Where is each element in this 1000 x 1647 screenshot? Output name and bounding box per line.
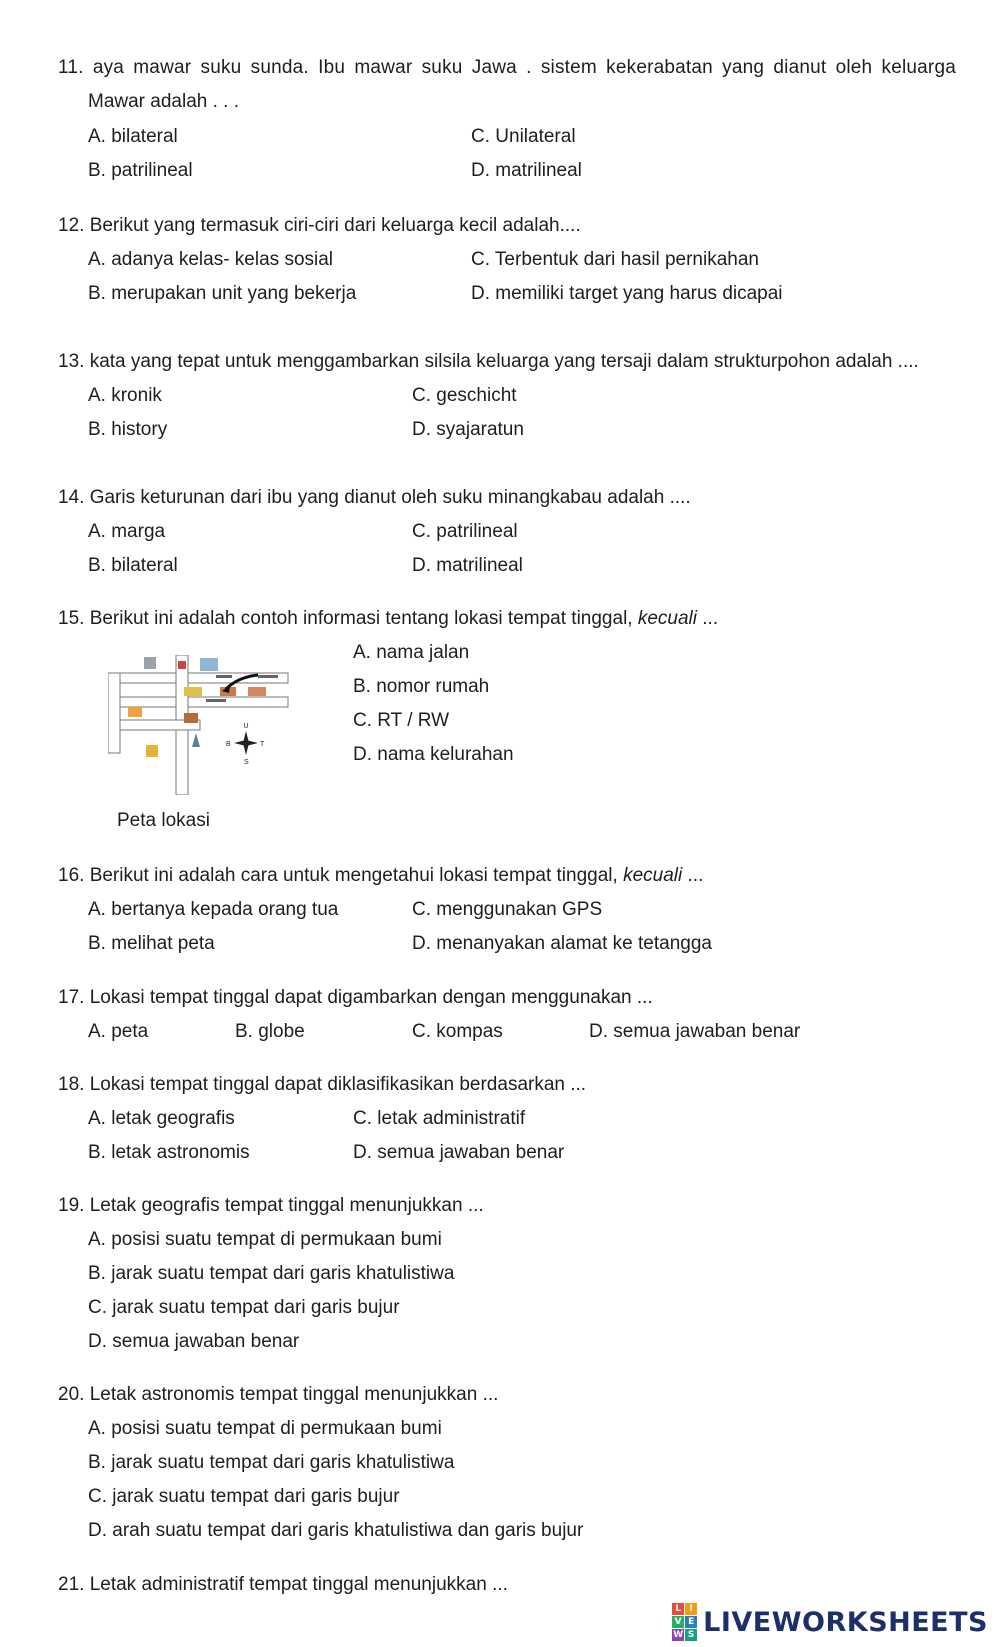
q12-option-a[interactable]: A. adanya kelas- kelas sosial — [88, 249, 334, 270]
location-map-image — [108, 655, 298, 795]
q13-option-d[interactable]: D. syajaratun — [412, 419, 524, 440]
q16-option-a[interactable]: A. bertanya kepada orang tua — [88, 899, 339, 920]
question-13-stem: 13. kata yang tepat untuk menggambarkan silsila keluarga yang tersaji dalam strukturpohon adalah .... — [58, 351, 919, 372]
question-21-stem: 21. Letak administratif tempat tinggal menunjukkan ... — [58, 1574, 508, 1595]
compass-north: U — [243, 723, 249, 730]
liveworksheets-logo-text: LIVEWORKSHEETS — [703, 1606, 988, 1638]
q12-option-b[interactable]: B. merupakan unit yang bekerja — [88, 283, 357, 304]
q15-option-b[interactable]: B. nomor rumah — [353, 676, 490, 697]
question-20-stem: 20. Letak astronomis tempat tinggal menunjukkan ... — [58, 1384, 499, 1405]
question-19-stem: 19. Letak geografis tempat tinggal menunjukkan ... — [58, 1195, 484, 1216]
map-caption: Peta lokasi — [117, 810, 210, 831]
q18-option-b[interactable]: B. letak astronomis — [88, 1142, 250, 1163]
q18-option-d[interactable]: D. semua jawaban benar — [353, 1142, 565, 1163]
q20-option-b[interactable]: B. jarak suatu tempat dari garis khatulistiwa — [88, 1452, 455, 1473]
office-building — [146, 745, 158, 757]
q11-option-c[interactable]: C. Unilateral — [471, 126, 576, 147]
q13-option-a[interactable]: A. kronik — [88, 385, 162, 406]
q16-option-b[interactable]: B. melihat peta — [88, 933, 215, 954]
liveworksheets-logo-icon: L I V E W S — [672, 1603, 697, 1641]
compass-east: T — [260, 741, 265, 748]
school-building — [248, 687, 266, 696]
q11-option-d[interactable]: D. matrilineal — [471, 160, 582, 181]
kecuali-emphasis: kecuali — [637, 608, 697, 629]
q16-option-c[interactable]: C. menggunakan GPS — [412, 899, 603, 920]
q14-option-d[interactable]: D. matrilineal — [412, 555, 523, 576]
q12-option-d[interactable]: D. memiliki target yang harus dicapai — [471, 283, 783, 304]
q17-option-c[interactable]: C. kompas — [412, 1021, 503, 1042]
question-15-stem: 15. Berikut ini adalah contoh informasi tentang lokasi tempat tinggal, kecuali ... — [58, 608, 719, 629]
question-12-stem: 12. Berikut yang termasuk ciri-ciri dari keluarga kecil adalah.... — [58, 215, 581, 236]
q13-option-b[interactable]: B. history — [88, 419, 168, 440]
q14-option-c[interactable]: C. patrilineal — [412, 521, 518, 542]
question-17-stem: 17. Lokasi tempat tinggal dapat digambarkan dengan menggunakan ... — [58, 987, 653, 1008]
q19-option-c[interactable]: C. jarak suatu tempat dari garis bujur — [88, 1297, 400, 1318]
question-14-stem: 14. Garis keturunan dari ibu yang dianut oleh suku minangkabau adalah .... — [58, 487, 691, 508]
compass-south: S — [244, 759, 249, 766]
compass-icon — [226, 723, 265, 766]
q19-option-a[interactable]: A. posisi suatu tempat di permukaan bumi — [88, 1229, 442, 1250]
question-11-stem: 11. aya mawar suku sunda. Ibu mawar suku Jawa . sistem kekerabatan yang dianut oleh keluarga — [58, 57, 956, 78]
question-11-stem-cont: Mawar adalah . . . — [88, 91, 240, 112]
q15-option-a[interactable]: A. nama jalan — [353, 642, 470, 663]
liveworksheets-logo[interactable] — [672, 1605, 988, 1639]
question-16-stem: 16. Berikut ini adalah cara untuk mengetahui lokasi tempat tinggal, kecuali ... — [58, 865, 704, 886]
q14-option-b[interactable]: B. bilateral — [88, 555, 178, 576]
q11-option-b[interactable]: B. patrilineal — [88, 160, 193, 181]
q17-option-a[interactable]: A. peta — [88, 1021, 149, 1042]
q17-option-b[interactable]: B. globe — [235, 1021, 305, 1042]
q20-option-a[interactable]: A. posisi suatu tempat di permukaan bumi — [88, 1418, 442, 1439]
mosque-building — [184, 687, 202, 696]
q20-option-d[interactable]: D. arah suatu tempat dari garis khatulistiwa dan garis bujur — [88, 1520, 584, 1541]
q19-option-d[interactable]: D. semua jawaban benar — [88, 1331, 300, 1352]
shop-building — [178, 661, 186, 669]
kecuali-emphasis: kecuali — [623, 865, 683, 886]
q20-option-c[interactable]: C. jarak suatu tempat dari garis bujur — [88, 1486, 400, 1507]
q13-option-c[interactable]: C. geschicht — [412, 385, 517, 406]
q18-option-c[interactable]: C. letak administratif — [353, 1108, 526, 1129]
q16-option-d[interactable]: D. menanyakan alamat ke tetangga — [412, 933, 712, 954]
q19-option-b[interactable]: B. jarak suatu tempat dari garis khatulistiwa — [88, 1263, 455, 1284]
bank-building — [144, 657, 156, 669]
q12-option-c[interactable]: C. Terbentuk dari hasil pernikahan — [471, 249, 759, 270]
market-building — [184, 713, 198, 723]
q17-option-d[interactable]: D. semua jawaban benar — [589, 1021, 801, 1042]
q11-option-a[interactable]: A. bilateral — [88, 126, 178, 147]
q15-option-c[interactable]: C. RT / RW — [353, 710, 450, 731]
hospital-building — [200, 658, 218, 671]
tower-landmark — [192, 733, 200, 747]
q14-option-a[interactable]: A. marga — [88, 521, 166, 542]
compass-west: B — [226, 741, 231, 748]
question-18-stem: 18. Lokasi tempat tinggal dapat diklasifikasikan berdasarkan ... — [58, 1074, 587, 1095]
q18-option-a[interactable]: A. letak geografis — [88, 1108, 235, 1129]
q15-option-d[interactable]: D. nama kelurahan — [353, 744, 514, 765]
stadium-building — [128, 707, 142, 717]
